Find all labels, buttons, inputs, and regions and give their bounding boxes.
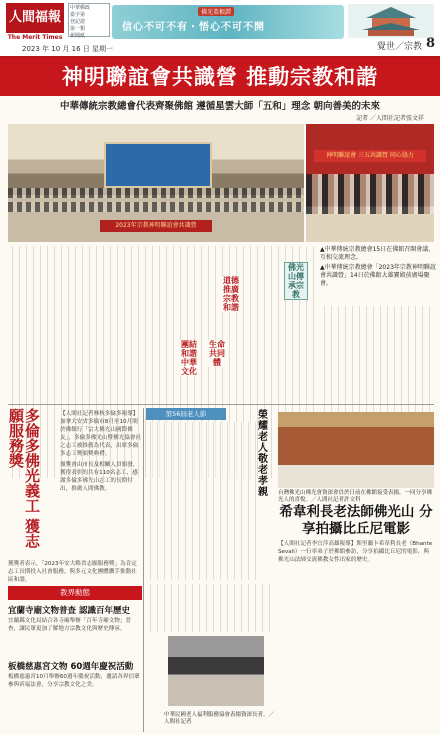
temple-illustration-icon	[348, 4, 434, 38]
section-label: 覺世／宗教	[376, 42, 422, 52]
page-number: 8	[425, 36, 435, 51]
seniors-article-columns	[146, 422, 256, 580]
seniors-day-tag: 第56屆老人節	[146, 408, 226, 420]
banner-tag: 佛光菜根譚	[198, 7, 234, 16]
brief-body: 板橋慈惠宮10月舉辦60週年慶祝活動，邀請各界信眾參與祈福法會，分享宗教文化之美。	[8, 674, 140, 688]
main-photo	[8, 124, 304, 242]
side-photo-banner: 神明聯誼會 三五共識營 同心協力	[314, 150, 426, 162]
column-divider	[143, 408, 144, 732]
toronto-story-body	[60, 410, 142, 496]
monks-photo-caption: 台灣佛光山佛光會資深會員於日前在佛館接受表揚，一同分享佛光人的喜悅。／人間社記者許文科	[278, 490, 433, 503]
newspaper-logo: 人間福報	[6, 3, 64, 33]
pull-quote: 生命共同體	[206, 340, 228, 367]
headline: 神明聯誼會共識營 推動宗教和諧	[61, 65, 379, 89]
paragraph: 頒獎會由市長及相關人員頒發，獲得表彰的共有110名志工，感謝多倫多佛光山志工的長期付出，推廣人間佛教。	[60, 462, 139, 492]
side-photo	[306, 124, 434, 242]
side-photo-captions	[320, 246, 436, 290]
issue-date: 2023 年 10 月 16 日 星期一	[22, 45, 113, 53]
masthead	[0, 0, 440, 58]
news-briefs-tag: 教界動態	[8, 586, 142, 600]
newspaper-logo-english: The Merit Times	[7, 34, 63, 41]
monks-group-photo	[278, 412, 434, 488]
paragraph: 獲獎者表示，「2023年安大略省志願服務獎」為肯定志工長期投入社會服務，與多元文化團體攜手推動社區和諧。	[8, 561, 137, 583]
caption: ▲中華傳統宗教總會「2023年宗教神明聯誼會共識營」14日於佛館大雄寶殿前廣場聚會。	[320, 264, 436, 287]
brief-title: 板橋慈惠宮文物 60週年慶祝活動	[8, 662, 134, 672]
projection-screen	[104, 142, 212, 188]
seniors-vertical-title: 榮耀老人 敬老孝親	[258, 410, 268, 498]
paragraph: 【人間社記者林秋多倫多報導】加拿大安省多倫市8月至10月間於佛館行「宗大佛光山國際佛友」，多倫多佛光山暨佛光協會社之志工被推薦為代表，出席多倫多志工獎頒獎典禮。	[60, 411, 142, 457]
pull-quote: 佛光山傳承宗教	[284, 262, 308, 300]
brief-title: 宜蘭寺廟文物普查 認識百年歷史	[8, 606, 130, 616]
registration-box: 中華郵政 臺字第 登記證 第一類 新聞紙	[68, 3, 110, 37]
seniors-award-photo	[168, 636, 264, 706]
audience-row	[8, 202, 304, 212]
audience-row	[8, 188, 304, 198]
seniors-article-columns-lower	[146, 584, 274, 632]
banner-motto: 信心不可不有・悟心不可不開	[122, 22, 265, 33]
group-of-people	[306, 174, 434, 214]
subheadline: 中華傳統宗教總會代表齊聚佛館 遵循星雲大師「五和」理念 朝向善美的未來	[59, 101, 381, 112]
pull-quote: 團結和諧中華文化	[178, 340, 200, 376]
headline-bar	[0, 58, 440, 96]
sevali-story-headline: 希韋利長老法師佛光山 分享拍攝比丘尼電影	[279, 504, 433, 537]
section-divider	[8, 404, 434, 405]
motto-banner	[112, 5, 344, 39]
seniors-photo-caption: 中華民國老人福利服務協會表揚資深長者。／人間社記者	[164, 712, 275, 725]
toronto-story-headline-block	[8, 408, 58, 556]
brief-body: 宜蘭縣文化局結合各寺廟舉辦「百年寺廟文物」普查，讓民眾更加了解地方宗教文化與歷史傳承。	[8, 618, 132, 632]
photo-credit: 記者 ／人間社記者張文祥	[356, 115, 424, 122]
toronto-story-headline: 多倫多佛光義工 獲志願服務獎	[7, 408, 41, 549]
main-photo-banner: 2023年宗教神明聯誼會共識營	[100, 220, 212, 232]
pull-quote: 道德推廣宗教和諧	[220, 276, 242, 312]
sevali-story-body: 【人間社記者李宜萍高雄報導】斯里蘭卡希韋利長老（Bhante Sevali）一行率弟子於佛館參訪，分享拍攝比丘尼的電影，與佛光山法師交流佛教女性出家的歷史。	[278, 541, 433, 563]
caption: ▲中華傳統宗教總會15日在佛館召開會議，互相交流理念。	[320, 246, 435, 261]
